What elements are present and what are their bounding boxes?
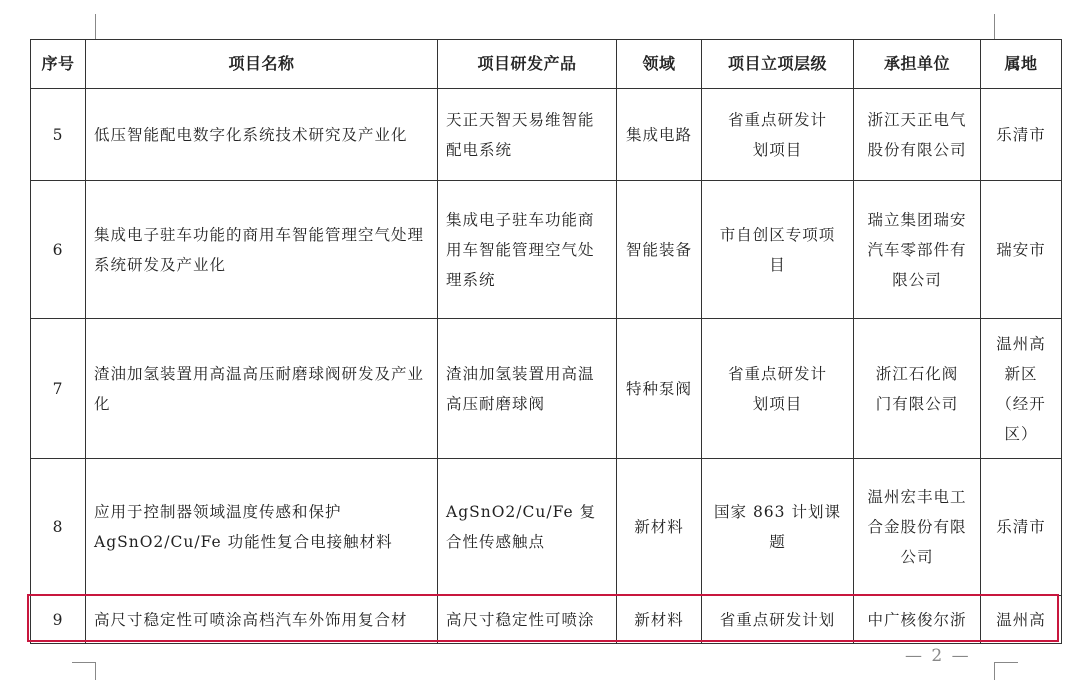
row-index: 5	[31, 89, 86, 181]
row-level-text: 省重点研发计划项目	[727, 110, 827, 159]
row-project-name: 高尺寸稳定性可喷涂高档汽车外饰用复合材	[86, 596, 438, 644]
header-project-name: 项目名称	[86, 40, 438, 89]
header-index: 序号	[31, 40, 86, 89]
table-row	[31, 181, 1062, 319]
row-product: 高尺寸稳定性可喷涂	[438, 596, 617, 644]
row-location: 乐清市	[981, 459, 1062, 596]
project-table	[30, 39, 1062, 644]
row-project-name: 集成电子驻车功能的商用车智能管理空气处理系统研发及产业化	[86, 181, 438, 319]
row-field: 智能装备	[617, 181, 702, 319]
row-field: 特种泵阀	[617, 319, 702, 459]
row-organization-text: 浙江天正电气股份有限公司	[867, 110, 967, 159]
crop-mark-bottom-left-v	[95, 662, 96, 680]
header-organization: 承担单位	[854, 40, 981, 89]
crop-mark-top-right	[994, 14, 995, 39]
row-organization	[854, 319, 981, 459]
row-level	[702, 319, 854, 459]
crop-mark-top-left	[95, 14, 96, 39]
row-field: 集成电路	[617, 89, 702, 181]
row-location: 温州高	[981, 596, 1062, 644]
row-level: 国家 863 计划课题	[702, 459, 854, 596]
row-index: 6	[31, 181, 86, 319]
row-level: 省重点研发计划	[702, 596, 854, 644]
row-location: 乐清市	[981, 89, 1062, 181]
row-organization	[854, 181, 981, 319]
table-row	[31, 459, 1062, 596]
row-organization	[854, 89, 981, 181]
row-product: 集成电子驻车功能商用车智能管理空气处理系统	[438, 181, 617, 319]
row-project-name: 渣油加氢装置用高温高压耐磨球阀研发及产业化	[86, 319, 438, 459]
crop-mark-bottom-right-h	[994, 662, 1018, 663]
row-project-name: 低压智能配电数字化系统技术研究及产业化	[86, 89, 438, 181]
row-level	[702, 89, 854, 181]
row-location: 瑞安市	[981, 181, 1062, 319]
table-row-highlighted	[31, 596, 1062, 644]
row-field: 新材料	[617, 596, 702, 644]
table-row	[31, 319, 1062, 459]
row-product: 渣油加氢装置用高温高压耐磨球阀	[438, 319, 617, 459]
row-index: 9	[31, 596, 86, 644]
page-number: — 2 —	[905, 646, 971, 666]
row-product: AgSnO2/Cu/Fe 复合性传感触点	[438, 459, 617, 596]
row-level-text: 省重点研发计划项目	[727, 364, 827, 413]
row-organization	[854, 459, 981, 596]
row-level-text: 市自创区专项项目	[719, 225, 836, 274]
row-level	[702, 181, 854, 319]
header-field: 领域	[617, 40, 702, 89]
header-product: 项目研发产品	[438, 40, 617, 89]
row-organization: 中广核俊尔浙	[854, 596, 981, 644]
row-index: 8	[31, 459, 86, 596]
row-organization-text: 温州宏丰电工合金股份有限公司	[867, 488, 967, 566]
row-field: 新材料	[617, 459, 702, 596]
row-index: 7	[31, 319, 86, 459]
table-row	[31, 89, 1062, 181]
crop-mark-bottom-right-v	[994, 662, 995, 680]
crop-mark-bottom-left-h	[72, 662, 96, 663]
row-product: 天正天智天易维智能配电系统	[438, 89, 617, 181]
header-location: 属地	[981, 40, 1062, 89]
header-level: 项目立项层级	[702, 40, 854, 89]
row-location: 温州高新区（经开区）	[981, 319, 1062, 459]
table-header-row	[31, 40, 1062, 89]
row-organization-text: 瑞立集团瑞安汽车零部件有限公司	[867, 210, 967, 289]
row-project-name: 应用于控制器领域温度传感和保护AgSnO2/Cu/Fe 功能性复合电接触材料	[86, 459, 438, 596]
row-organization-text: 浙江石化阀门有限公司	[875, 364, 959, 413]
